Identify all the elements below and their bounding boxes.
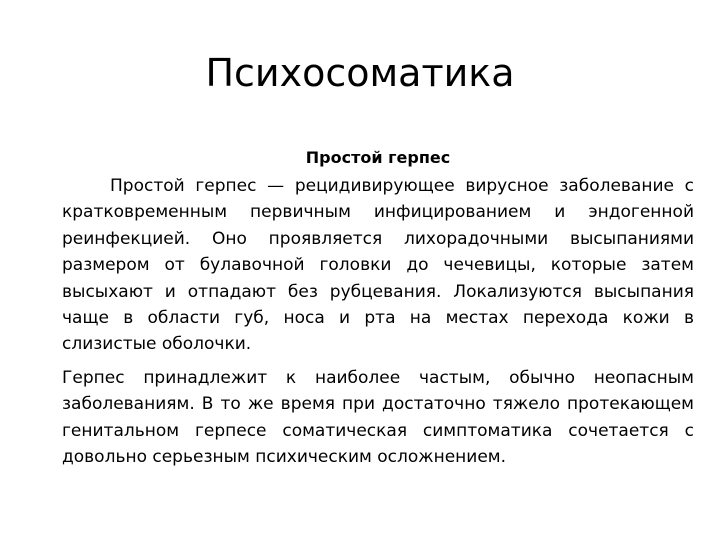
slide-title: Психосоматика [205,51,515,95]
slide-content [62,146,694,470]
section-subtitle: Простой герпес [305,148,451,167]
paragraph-2: Герпес принадлежит к наиболее частым, обычно неопасным заболеваниям. В то же время при достаточно тяжело протекающем генитальном герпесе соматическая симптоматика сочетается с довольно серьезным психическим осложнением. [62,367,694,468]
paragraph-1: Простой герпес — рецидивирующее вирусное заболевание с кратковременным первичным инфицированием и эндогенной реинфекцией. Оно проявляется лихорадочными высыпаниями размером от булавочной головки до чечевицы, которые затем высыхают и отпадают без рубцевания. Локализуются высыпания чаще в области губ, носа и рта на местах перехода кожи в слизистые оболочки. [62,176,694,355]
